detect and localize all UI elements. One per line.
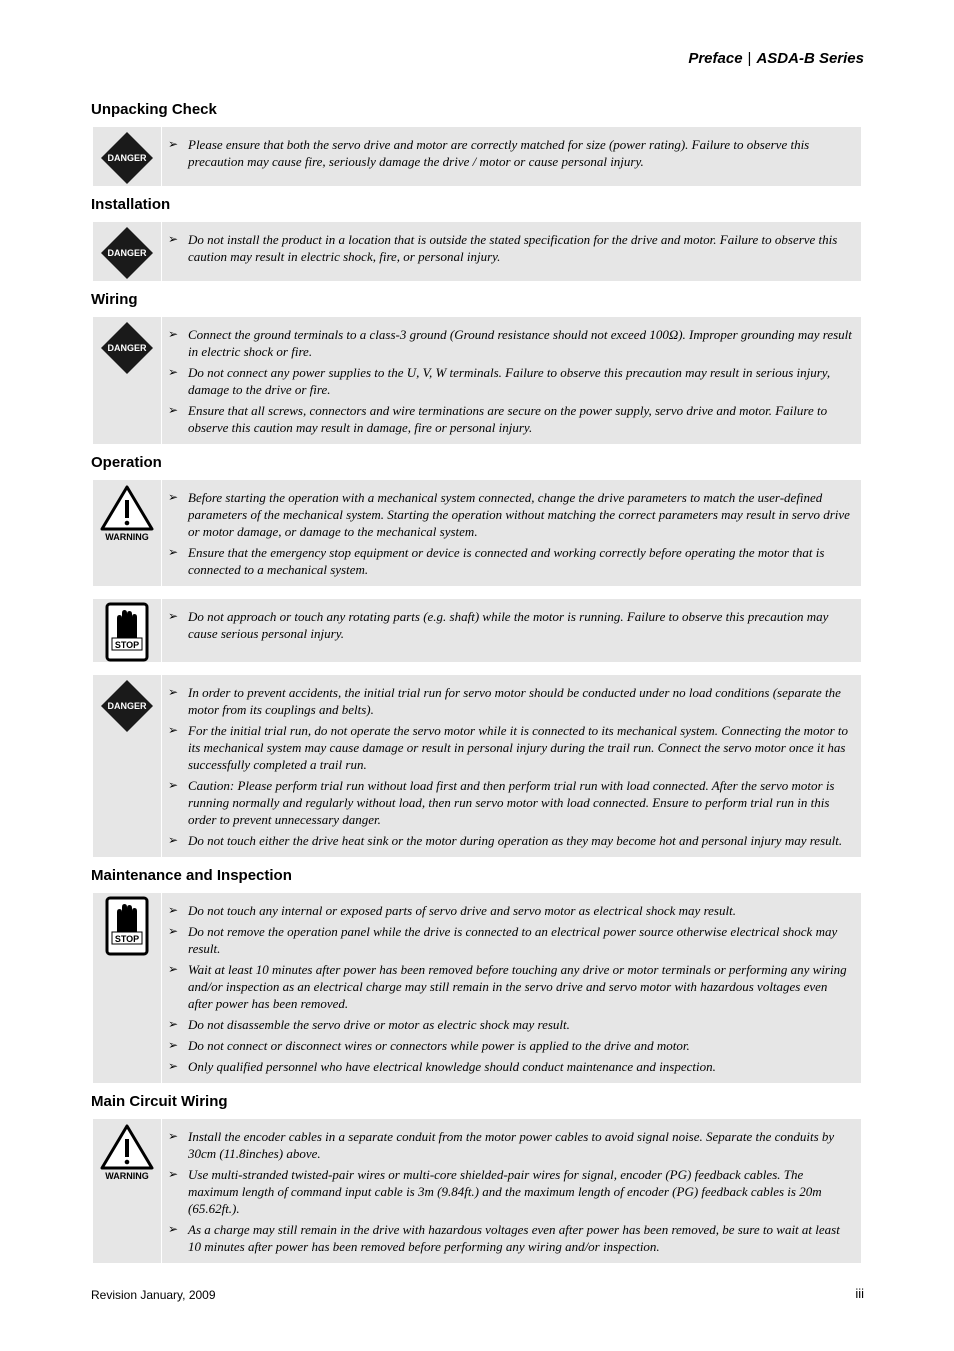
stop-hand-icon	[93, 893, 162, 1083]
notice-list	[162, 480, 861, 586]
svg-text:STOP: STOP	[114, 640, 140, 650]
list-item: ➢ As a charge may still remain in the drive with hazardous voltages even after power has been removed, be sure to wait at least 10 minutes after power has been removed before performing any wiring and/or inspection.	[168, 1221, 855, 1255]
header-product: ASDA-B Series	[756, 50, 864, 67]
section-maintenance-inspection	[91, 867, 861, 1083]
danger-icon	[93, 127, 162, 186]
list-item: ➢ Connect the ground terminals to a class-3 ground (Ground resistance should not exceed 100Ω). Improper grounding may result in electric shock or fire.	[168, 326, 855, 360]
warning-icon	[93, 480, 162, 586]
list-item: ➢ Use multi-stranded twisted-pair wires or multi-core shielded-pair wires for signal, encoder (PG) feedback cables. The maximum length of command input cable is 3m (9.84ft.) and the maximum length of encoder (PG) feedback cables is 20m (65.62ft.).	[168, 1166, 855, 1217]
svg-text:DANGER: DANGER	[107, 153, 147, 163]
list-item: ➢ Do not approach or touch any rotating parts (e.g. shaft) while the motor is running. Failure to observe this precaution may cause serious personal injury.	[168, 608, 855, 642]
notice-box	[93, 675, 861, 857]
danger-icon	[93, 317, 162, 444]
svg-text:DANGER: DANGER	[107, 248, 147, 258]
list-item: ➢ Do not touch either the drive heat sink or the motor during operation as they may become hot and personal injury may result.	[168, 832, 855, 849]
notice-box	[93, 893, 861, 1083]
section-main-circuit-wiring	[91, 1093, 861, 1263]
notice-list	[162, 675, 861, 857]
list-item: ➢ Do not connect or disconnect wires or connectors while power is applied to the drive and motor.	[168, 1037, 855, 1054]
page-content	[91, 101, 861, 1273]
list-item: ➢ Only qualified personnel who have electrical knowledge should conduct maintenance and inspection.	[168, 1058, 855, 1075]
svg-text:DANGER: DANGER	[107, 701, 147, 711]
warning-icon	[93, 1119, 162, 1263]
list-item: ➢ Before starting the operation with a mechanical system connected, change the drive parameters to match the user-defined parameters of the mechanical system. Starting the operation without matching the correct parameters may result in servo drive or motor damage, or damage to the mechanical system.	[168, 489, 855, 540]
notice-list	[162, 317, 861, 444]
svg-text:WARNING: WARNING	[105, 1171, 149, 1181]
notice-box	[93, 222, 861, 281]
notice-box	[93, 317, 861, 444]
page-header	[688, 50, 864, 67]
list-item: ➢ Ensure that all screws, connectors and wire terminations are secure on the power supply, servo drive and motor. Failure to observe this caution may result in damage, fire or personal injury.	[168, 402, 855, 436]
svg-text:DANGER: DANGER	[107, 343, 147, 353]
list-item: ➢ Do not install the product in a location that is outside the stated specification for the drive and motor. Failure to observe this caution may result in electric shock, fire, or personal injury.	[168, 231, 855, 265]
notice-box	[93, 599, 861, 662]
section-wiring	[91, 291, 861, 444]
list-item: ➢ Do not connect any power supplies to the U, V, W terminals. Failure to observe this precaution may result in serious injury, damage to the drive or fire.	[168, 364, 855, 398]
list-item: ➢ Caution: Please perform trial run without load first and then perform trial run with load connected. After the servo motor is running normally and regularly without load, then run servo motor with load connected. Ensure to perform trial run in this order to prevent unnecessary danger.	[168, 777, 855, 828]
notice-box	[93, 127, 861, 186]
page-number: iii	[855, 1286, 864, 1301]
list-item: ➢ Do not remove the operation panel while the drive is connected to an electrical power source otherwise electrical shock may result.	[168, 923, 855, 957]
list-item: ➢ Do not disassemble the servo drive or motor as electric shock may result.	[168, 1016, 855, 1033]
list-item: ➢ Ensure that the emergency stop equipment or device is connected and working correctly before operating the motor that is connected to a mechanical system.	[168, 544, 855, 578]
section-title: Main Circuit Wiring	[91, 1093, 228, 1110]
danger-icon	[93, 675, 162, 857]
section-title: Unpacking Check	[91, 101, 217, 118]
header-separator: |	[747, 50, 752, 67]
list-item: ➢ Install the encoder cables in a separate conduit from the motor power cables to avoid signal noise. Separate the conduits by 30cm (11.8inches) above.	[168, 1128, 855, 1162]
notice-box	[93, 1119, 861, 1263]
section-title: Installation	[91, 196, 171, 213]
header-section: Preface	[688, 50, 743, 67]
section-title: Operation	[91, 454, 162, 471]
notice-list	[162, 893, 861, 1083]
danger-icon	[93, 222, 162, 281]
svg-text:WARNING: WARNING	[105, 532, 149, 542]
notice-box	[93, 480, 861, 586]
section-title: Maintenance and Inspection	[91, 867, 292, 884]
list-item: ➢ Wait at least 10 minutes after power has been removed before touching any drive or motor terminals or performing any wiring and/or inspection as an electrical charge may still remain in the servo drive and servo motor with hazardous voltages even after power has been removed.	[168, 961, 855, 1012]
notice-list	[162, 127, 861, 186]
section-installation	[91, 196, 861, 281]
section-unpacking-check	[91, 101, 861, 186]
notice-list	[162, 1119, 861, 1263]
notice-list	[162, 599, 861, 662]
footer-revision: Revision January, 2009	[91, 1288, 216, 1302]
list-item: ➢ In order to prevent accidents, the initial trial run for servo motor should be conducted under no load conditions (separate the motor from its couplings and belts).	[168, 684, 855, 718]
svg-text:STOP: STOP	[114, 934, 140, 944]
list-item: ➢ For the initial trial run, do not operate the servo motor while it is connected to its mechanical system. Connecting the motor to its mechanical system may cause damage or result in personal injury during the trail run. Connect the servo motor once it has successfully completed a trail run.	[168, 722, 855, 773]
notice-list	[162, 222, 861, 281]
section-title: Wiring	[91, 291, 138, 308]
list-item: ➢ Do not touch any internal or exposed parts of servo drive and servo motor as electrical shock may result.	[168, 902, 855, 919]
stop-hand-icon	[93, 599, 162, 662]
section-operation	[91, 454, 861, 857]
list-item: ➢ Please ensure that both the servo drive and motor are correctly matched for size (power rating). Failure to observe this precaution may cause fire, seriously damage the drive / motor or cause personal injury.	[168, 136, 855, 170]
